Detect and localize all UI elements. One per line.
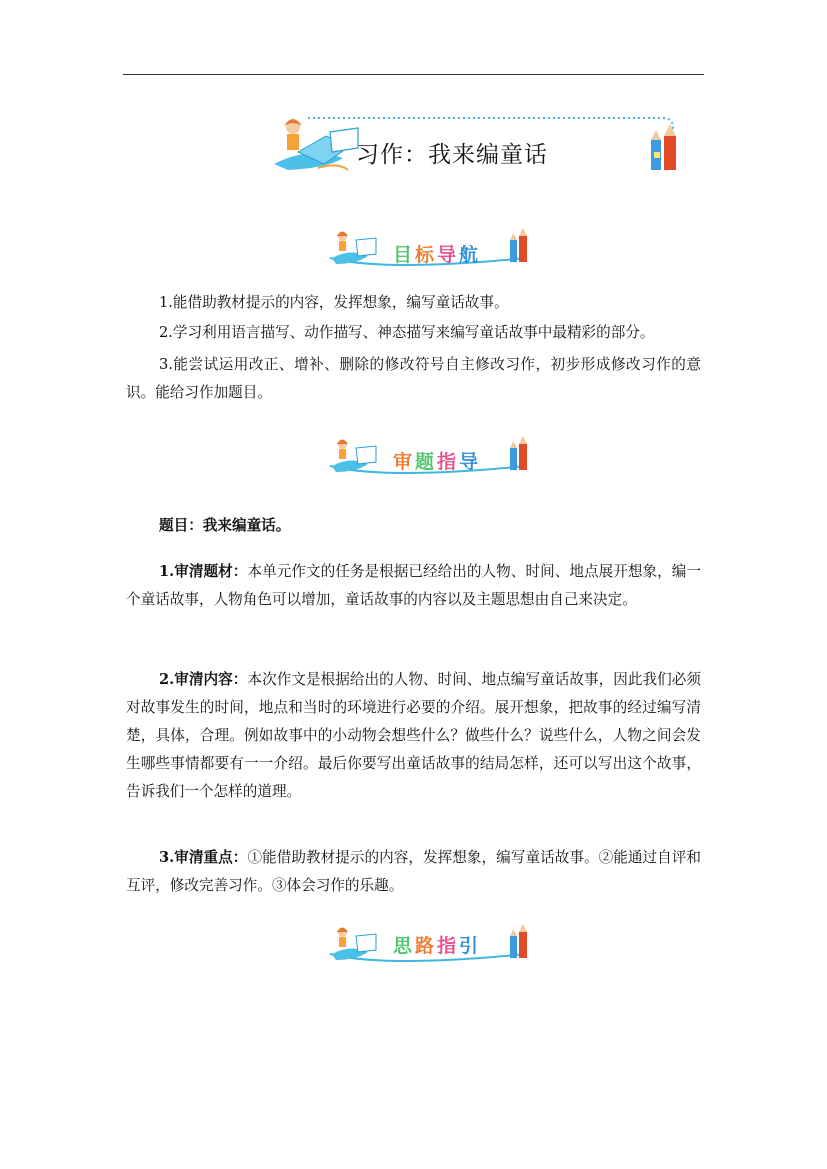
goals-title-char-1: 目 — [393, 244, 416, 266]
guidance-point-1-text: 本单元作文的任务是根据已经给出的人物、时间、地点展开想象，编一个童话故事，人物角色可以增加，童话故事的内容以及主题思想由自己来决定。 — [126, 563, 701, 608]
guidance-point-2 — [126, 666, 701, 806]
guidance-point-3 — [126, 844, 701, 900]
guidance-title — [393, 447, 481, 474]
goal-item-3: 3.能尝试运用改正、增补、删除的修改符号自主修改习作，初步形成修改习作的意识。能给习作加题目。 — [126, 356, 701, 401]
guidance-title-char-2: 题 — [415, 451, 438, 473]
guidance-point-1 — [126, 558, 701, 614]
ideas-title-char-3: 指 — [437, 935, 460, 957]
goal-item-1: 1.能借助教材提示的内容，发挥想象，编写童话故事。 — [159, 294, 509, 311]
guidance-title-char-4: 导 — [459, 451, 482, 473]
goals-title-char-4: 航 — [459, 244, 482, 266]
header-rule — [123, 74, 704, 75]
guidance-topic: 题目：我来编童话。 — [159, 517, 291, 534]
guidance-point-2-label: 2.审清内容： — [159, 671, 248, 688]
guidance-title-char-3: 指 — [437, 451, 460, 473]
guidance-point-1-label: 1.审清题材： — [159, 563, 248, 580]
guidance-point-3-text: ①能借助教材提示的内容，发挥想象，编写童话故事。②能通过自评和互评，修改完善习作。③体会习作的乐趣。 — [126, 849, 701, 894]
ideas-title-char-2: 路 — [415, 935, 438, 957]
ideas-title-char-1: 思 — [393, 935, 416, 957]
ideas-title — [393, 931, 481, 958]
page-title: 习作：我来编童话 — [356, 142, 548, 168]
guidance-point-3-label: 3.审清重点： — [159, 849, 248, 866]
goal-item-2: 2.学习利用语言描写、动作描写、神态描写来编写童话故事中最精彩的部分。 — [159, 324, 655, 341]
goals-title-char-2: 标 — [415, 244, 438, 266]
guidance-point-2-text: 本次作文是根据给出的人物、时间、地点编写童话故事，因此我们必须对故事发生的时间，地点和当时的环境进行必要的介绍。展开想象，把故事的经过编写清楚，具体，合理。例如故事中的小动物会想些什么？做些什么？说些什么，人物之间会发生哪些事情都要有一一介绍。最后你要写出童话故事的结局怎样，还可以写出这个故事，告诉我们一个怎样的道理。 — [126, 671, 701, 800]
ideas-title-char-4: 引 — [459, 935, 482, 957]
goals-title-char-3: 导 — [437, 244, 460, 266]
goals-title — [393, 240, 481, 267]
guidance-title-char-1: 审 — [393, 451, 416, 473]
